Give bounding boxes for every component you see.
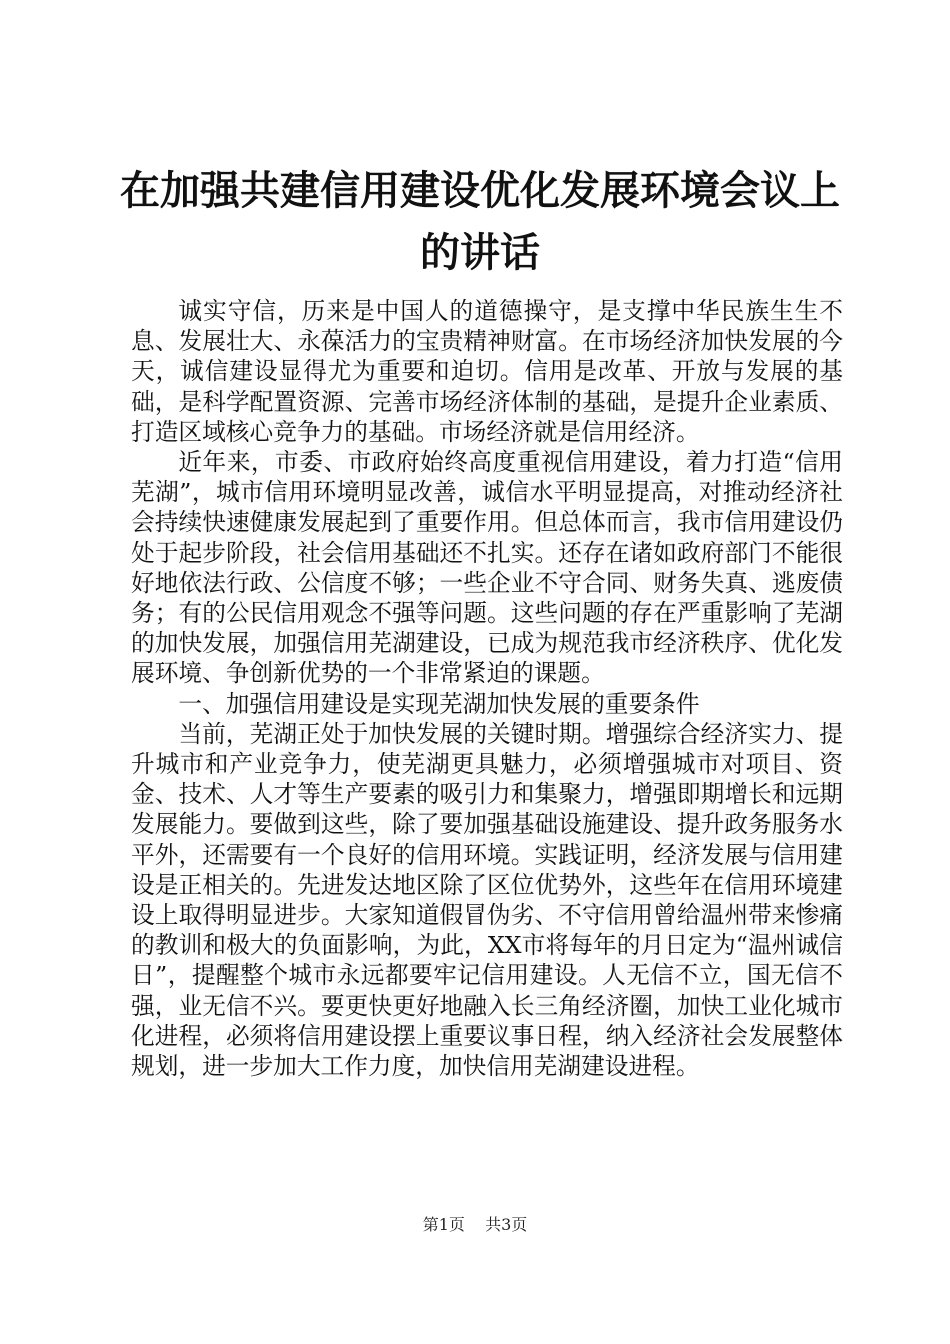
page-total: 共3页 bbox=[485, 1215, 528, 1234]
page-footer bbox=[0, 1213, 950, 1237]
paragraph-1: 诚实守信，历来是中国人的道德操守，是支撑中华民族生生不息、发展壮大、永葆活力的宝贵精神财富。在市场经济加快发展的今天，诚信建设显得尤为重要和迫切。信用是改革、开放与发展的基础，是科学配置资源、完善市场经济体制的基础，是提升企业素质、打造区域核心竞争力的基础。市场经济就是信用经济。 bbox=[131, 297, 843, 446]
paragraph-2: 近年来，市委、市政府始终高度重视信用建设，着力打造“信用芜湖”，城市信用环境明显改善，诚信水平明显提高，对推动经济社会持续快速健康发展起到了重要作用。但总体而言，我市信用建设仍处于起步阶段，社会信用基础还不扎实。还存在诸如政府部门不能很好地依法行政、公信度不够；一些企业不守合同、财务失真、逃废债务；有的公民信用观念不强等问题。这些问题的存在严重影响了芜湖的加快发展，加强信用芜湖建设，已成为规范我市经济秩序、优化发展环境、争创新优势的一个非常紧迫的课题。 bbox=[131, 448, 843, 688]
section-heading-1: 一、加强信用建设是实现芜湖加快发展的重要条件 bbox=[178, 689, 700, 718]
document-body bbox=[131, 296, 843, 1081]
document-title: 在加强共建信用建设优化发展环境会议上的讲话 bbox=[120, 167, 840, 276]
paragraph-3: 当前，芜湖正处于加快发展的关键时期。增强综合经济实力、提升城市和产业竞争力，使芜湖更具魅力，必须增强城市对项目、资金、技术、人才等生产要素的吸引力和集聚力，增强即期增长和远期发展能力。要做到这些，除了要加强基础设施建设、提升政务服务水平外，还需要有一个良好的信用环境。实践证明，经济发展与信用建设是正相关的。先进发达地区除了区位优势外，这些年在信用环境建设上取得明显进步。大家知道假冒伪劣、不守信用曾给温州带来惨痛的教训和极大的负面影响，为此，XX市将每年的月日定为“温州诚信日”，提醒整个城市永远都要牢记信用建设。人无信不立，国无信不强，业无信不兴。要更快更好地融入长三角经济圈，加快工业化城市化进程，必须将信用建设摆上重要议事日程，纳入经济社会发展整体规划，进一步加大工作力度，加快信用芜湖建设进程。 bbox=[131, 719, 843, 1081]
page-number: 第1页 bbox=[422, 1215, 465, 1234]
